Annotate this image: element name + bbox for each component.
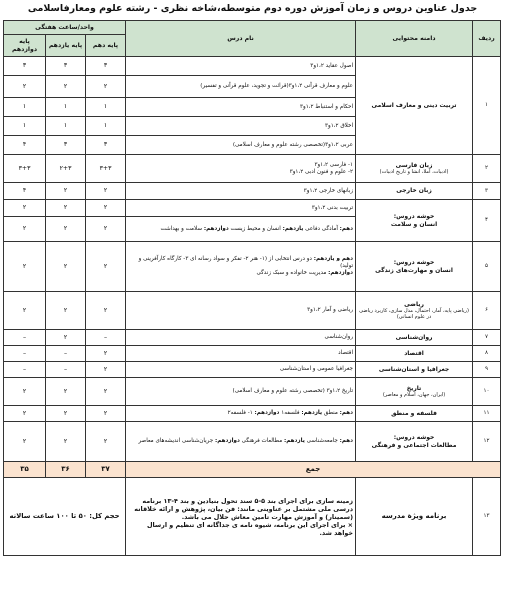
grade10-cell: ۲ xyxy=(86,217,126,242)
page-title: جدول عناوین دروس و زمان آموزش دوره دوم متوسطه،شاخه نظری - رشته علوم ومعارفاسلامی xyxy=(27,3,478,14)
radif-cell: ۹ xyxy=(473,362,501,378)
domain-title: زبان فارسی xyxy=(395,161,433,169)
grade11-cell: ۲ xyxy=(46,422,86,462)
grade-label: دوازدهم: xyxy=(254,410,280,416)
grade10-cell: – xyxy=(86,330,126,346)
table-row xyxy=(4,406,501,422)
total-volume: حجم کل: ۵۰ تا ۱۰۰ ساعت سالانه xyxy=(4,478,126,556)
radif-cell: ۲ xyxy=(473,155,501,183)
grade-label: دوازدهم: xyxy=(214,438,240,444)
lesson-cell xyxy=(126,242,356,292)
grade11-cell: – xyxy=(46,362,86,378)
grade-label: دهم و یازدهم: xyxy=(313,256,354,263)
grade11-cell: ۲ xyxy=(46,330,86,346)
grade12-cell: ۲ xyxy=(4,200,46,217)
grade11-cell: ۲ xyxy=(46,378,86,406)
grade-label: دوازدهم: xyxy=(328,269,354,276)
lesson-text: انسان و محیط زیست xyxy=(230,225,281,232)
grade-label: دهم: xyxy=(339,438,354,444)
domain-cell: روان‌شناسی xyxy=(356,330,473,346)
domain-line: انسان و سلامت xyxy=(390,220,438,228)
grade11-cell: ۲+۳ xyxy=(46,155,86,183)
grade-label: یازدهم: xyxy=(284,438,305,444)
grade10-cell: ۳+۳ xyxy=(86,155,126,183)
sum-label: جمع xyxy=(126,462,501,478)
lesson-line xyxy=(128,256,353,270)
grade12-cell: ۴ xyxy=(4,136,46,155)
domain-line: مطالعات اجتماعی و فرهنگی xyxy=(371,441,457,449)
lesson-cell xyxy=(126,155,356,183)
grade12-cell: ۴ xyxy=(4,183,46,200)
grade12-cell: ۲ xyxy=(4,292,46,330)
sum-grade10: ۳۷ xyxy=(86,462,126,478)
domain-line: خوشه دروس: xyxy=(393,434,435,441)
domain-subtitle: (ریاضی پایه، آمار، احتمال، مدل سازی، کاربرد ریاضی در علوم انسانی) xyxy=(359,308,469,321)
grade-label: دهم: xyxy=(339,410,354,416)
domain-line: انسان و مهارت‌های زندگی xyxy=(375,266,453,274)
domain-cell: جغرافیا و استان‌شناسی xyxy=(356,362,473,378)
lesson-cell xyxy=(126,217,356,242)
table-row xyxy=(4,155,501,183)
grade11-cell: ۱ xyxy=(46,98,86,117)
table-row xyxy=(4,422,501,462)
table-row xyxy=(4,346,501,362)
domain-cell: زبان خارجی xyxy=(356,183,473,200)
grade-label: یازدهم: xyxy=(301,410,323,416)
table-row xyxy=(4,330,501,346)
grade11-cell: ۱ xyxy=(46,117,86,136)
school-program-row xyxy=(4,478,501,556)
domain-title: ریاضی xyxy=(404,300,424,308)
lesson-cell: جغرافیا عمومی و استان‌شناسی xyxy=(126,362,356,378)
curriculum-table xyxy=(3,20,501,556)
grade10-cell: ۲ xyxy=(86,183,126,200)
radif-cell: ۵ xyxy=(473,242,501,292)
lesson-text: مطالعات فرهنگی xyxy=(241,438,283,444)
lesson-cell: اصول عقاید ۱،۲و۳ xyxy=(126,57,356,76)
grade10-cell: ۲ xyxy=(86,378,126,406)
grade12-cell: – xyxy=(4,330,46,346)
lesson-cell xyxy=(126,406,356,422)
radif-cell: ۱۱ xyxy=(473,406,501,422)
domain-cell: فلسفه و منطق xyxy=(356,406,473,422)
table-row xyxy=(4,242,501,292)
grade10-cell: ۳ xyxy=(86,57,126,76)
lesson-cell: روان‌شناسی xyxy=(126,330,356,346)
domain-cell xyxy=(356,242,473,292)
grade12-cell: ۱ xyxy=(4,117,46,136)
lesson-line xyxy=(128,270,353,277)
domain-cell xyxy=(356,155,473,183)
table-row xyxy=(4,183,501,200)
grade10-cell: ۳ xyxy=(86,136,126,155)
grade12-cell: ۳+۳ xyxy=(4,155,46,183)
grade12-cell: ۱ xyxy=(4,98,46,117)
lesson-cell: ریاضی و آمار ۱،۲و۳ xyxy=(126,292,356,330)
school-text-note: × برای اجرای این برنامه، شیوه نامه ی جداگانه ای تنظیم و ارسال خواهد شد. xyxy=(146,520,354,537)
grade11-cell: ۲ xyxy=(46,217,86,242)
radif-cell: ۱ xyxy=(473,57,501,155)
grade11-cell: ۲ xyxy=(46,292,86,330)
school-description xyxy=(126,478,356,556)
grade11-cell: ۲ xyxy=(46,200,86,217)
grade12-cell: – xyxy=(4,362,46,378)
domain-title: تاریخ xyxy=(406,384,422,392)
table-row xyxy=(4,362,501,378)
radif-cell: ۳ xyxy=(473,183,501,200)
radif-cell: ۱۰ xyxy=(473,378,501,406)
grade10-cell: ۲ xyxy=(86,242,126,292)
radif-cell: ۱۲ xyxy=(473,422,501,462)
grade12-cell: ۲ xyxy=(4,422,46,462)
grade12-cell: ۲ xyxy=(4,406,46,422)
grade10-cell: ۲ xyxy=(86,292,126,330)
sum-grade12: ۳۵ xyxy=(4,462,46,478)
domain-cell: اقتصاد xyxy=(356,346,473,362)
grade10-cell: ۲ xyxy=(86,200,126,217)
lesson-text: مدیریت خانواده و سبک زندگی xyxy=(256,269,327,276)
header-weekly: واحد/ساعت هفتگی xyxy=(4,21,126,35)
radif-cell: ۶ xyxy=(473,292,501,330)
radif-cell: ۷ xyxy=(473,330,501,346)
grade11-cell: ۲ xyxy=(46,242,86,292)
grade11-cell: ۲ xyxy=(46,406,86,422)
lesson-cell: تاریخ ۱،۲و۳ (تخصصی رشته علوم و معارف اسلامی) xyxy=(126,378,356,406)
table-row xyxy=(4,200,501,217)
domain-subtitle: (ایران، جهان، اسلام و معاصر) xyxy=(382,392,446,399)
grade10-cell: ۲ xyxy=(86,406,126,422)
lesson-cell: اقتصاد xyxy=(126,346,356,362)
domain-cell: تربیت دینی و معارف اسلامی xyxy=(356,57,473,155)
grade11-cell: ۲ xyxy=(46,76,86,98)
school-domain-cell: برنامه ویژة مدرسه xyxy=(356,478,473,556)
sum-row xyxy=(4,462,501,478)
grade12-cell: ۳ xyxy=(4,57,46,76)
domain-cell xyxy=(356,292,473,330)
lesson-cell: اخلاق ۱،۲و۳ xyxy=(126,117,356,136)
lesson-line: ۱- فارسی ۱،۲و۳ xyxy=(314,161,354,168)
domain-line: خوشه دروس: xyxy=(393,259,435,266)
grade10-cell: ۱ xyxy=(86,117,126,136)
school-text-main: زمینه سازی برای اجرای بند ۵-۵ سند تحول بنیادین و بند ۴-۱۳ برنامه درسی ملی مشتمل بر عناوینی مانند: فن بیان، پژوهش و ارائه خلاقانه (سمینار) و آموزش مهارت تامین معاش حلال می باشد. xyxy=(134,496,354,521)
lesson-text: فلسفه۱ xyxy=(281,410,300,416)
lesson-text: جریان‌شناسی اندیشه‌های معاصر xyxy=(138,438,214,444)
header-row xyxy=(4,21,501,35)
lesson-cell xyxy=(126,422,356,462)
grade10-cell: ۲ xyxy=(86,346,126,362)
grade12-cell: ۲ xyxy=(4,378,46,406)
grade11-cell: – xyxy=(46,346,86,362)
grade12-cell: – xyxy=(4,346,46,362)
header-grade12: پایه دوازدهم xyxy=(4,35,46,57)
grade10-cell: ۲ xyxy=(86,76,126,98)
table-row xyxy=(4,57,501,76)
lesson-line: ۲- علوم و فنون ادبی ۱،۲و۳ xyxy=(289,168,354,175)
grade12-cell: ۲ xyxy=(4,217,46,242)
lesson-cell: احکام و استنباط ۱،۲و۳ xyxy=(126,98,356,117)
grade-label: دهم: xyxy=(339,225,354,232)
table-row xyxy=(4,378,501,406)
lesson-cell: تربیت بدنی ۱،۲و۳ xyxy=(126,200,356,217)
header-grade11: پایه یازدهم xyxy=(46,35,86,57)
grade10-cell: ۱ xyxy=(86,98,126,117)
grade11-cell: ۳ xyxy=(46,136,86,155)
lesson-cell: زبانهای خارجی ۱،۲و۳ xyxy=(126,183,356,200)
lesson-cell: علوم و معارف قرآنی ۱،۲و۳(قرائت و تجوید، علوم قرآنی و تفسیر) xyxy=(126,76,356,98)
grade10-cell: ۲ xyxy=(86,362,126,378)
grade-label: یازدهم: xyxy=(282,225,304,232)
lesson-cell: عربی ۱،۲و۳(تخصصی رشته علوم و معارف اسلامی) xyxy=(126,136,356,155)
lesson-text: ۱- فلسفه۲ xyxy=(227,410,253,416)
lesson-text: منطق xyxy=(323,410,338,416)
domain-subtitle: (ادبیات، املا، انشا و تاریخ ادبیات) xyxy=(379,169,449,176)
table-row xyxy=(4,292,501,330)
lesson-text: آمادگی دفاعی xyxy=(305,225,338,232)
radif-cell: ۸ xyxy=(473,346,501,362)
domain-line: خوشه دروس: xyxy=(393,213,435,220)
grade11-cell: ۲ xyxy=(46,183,86,200)
grade11-cell: ۳ xyxy=(46,57,86,76)
domain-cell xyxy=(356,378,473,406)
header-radif: ردیف xyxy=(473,21,501,57)
radif-cell: ۴ xyxy=(473,200,501,242)
grade12-cell: ۲ xyxy=(4,242,46,292)
grade12-cell: ۲ xyxy=(4,76,46,98)
grade10-cell: ۲ xyxy=(86,422,126,462)
header-domain: دامنه محتوایی xyxy=(356,21,473,57)
header-grade10: پایه دهم xyxy=(86,35,126,57)
sum-grade11: ۳۶ xyxy=(46,462,86,478)
header-lesson: نام درس xyxy=(126,21,356,57)
domain-cell xyxy=(356,200,473,242)
grade-label: دوازدهم: xyxy=(203,225,229,232)
lesson-text: دو درس انتخابی از (۱- هنر ۲- تفکر و سواد رسانه ای ۳- کارگاه کارآفرینی و تولید) xyxy=(138,256,354,269)
radif-cell: ۱۳ xyxy=(473,478,501,556)
lesson-text: سلامت و بهداشت xyxy=(160,225,203,232)
lesson-text: جامعه‌شناسی xyxy=(306,438,338,444)
domain-cell xyxy=(356,422,473,462)
